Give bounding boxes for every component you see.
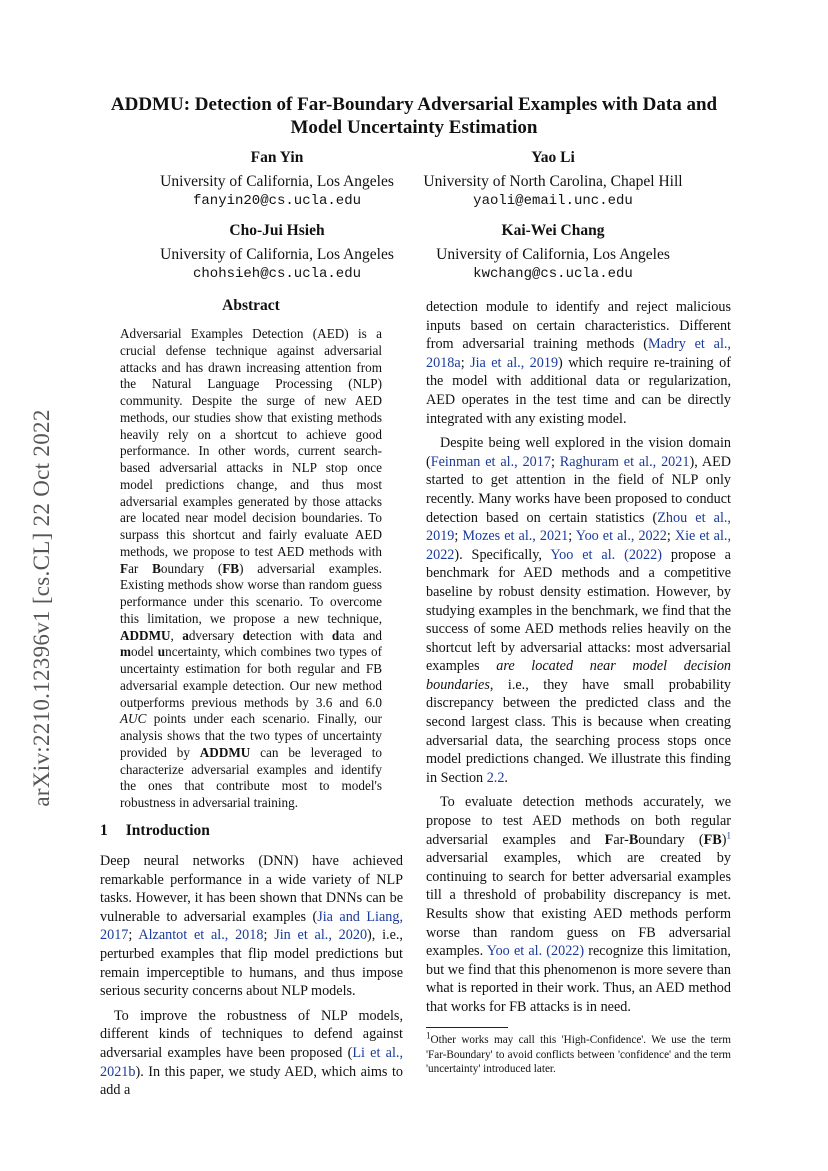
arxiv-stamp — [22, 368, 62, 848]
author-affiliation: University of North Carolina, Chapel Hill — [423, 173, 683, 190]
citation-link[interactable]: Jin et al., 2020 — [274, 927, 368, 944]
right-column-text — [426, 298, 731, 1017]
author-affiliation: University of California, Los Angeles — [160, 246, 394, 263]
section-title: Introduction — [125, 822, 210, 839]
footnote — [426, 1030, 731, 1077]
paragraph-continued: detection module to identify and reject malicious inputs based on certain characteristics. Different from adversarial training methods (Madry et al., 2018a; Jia et al., 2019) which require re-training of the model with additional data or regularization, AED operates in the test time and can be directly integrated with any existing model. — [426, 299, 731, 427]
abstract-heading: Abstract — [222, 297, 280, 314]
footnote-ref-link[interactable]: 1 — [726, 829, 731, 840]
author-block — [408, 148, 698, 211]
author-email[interactable]: chohsieh@cs.ucla.edu — [192, 266, 362, 282]
citation-link[interactable]: Jia et al., 2019 — [470, 354, 559, 371]
citation-link[interactable]: Yoo et al. (2022) — [550, 546, 662, 563]
citation-link[interactable]: Yoo et al. (2022) — [486, 943, 585, 960]
citation-link[interactable]: Yoo et al., 2022 — [575, 528, 667, 545]
author-email[interactable]: yaoli@email.unc.edu — [473, 193, 633, 209]
citation-link[interactable]: Li et al., 2021b — [100, 1044, 403, 1080]
author-name: Fan Yin — [250, 149, 304, 166]
section-number: 1 — [100, 822, 108, 839]
citation-link[interactable]: Zhou et al., 2019 — [426, 509, 731, 545]
citation-link[interactable]: Jia and Liang, 2017 — [100, 908, 403, 944]
section-heading — [100, 822, 210, 840]
author-affiliation: University of California, Los Angeles — [436, 246, 670, 263]
citation-link[interactable]: Mozes et al., 2021 — [462, 528, 569, 545]
author-name: Cho-Jui Hsieh — [229, 222, 325, 239]
citation-link[interactable]: Alzantot et al., 2018 — [138, 927, 264, 944]
citation-link[interactable]: Xie et al., 2022 — [426, 528, 731, 563]
author-email[interactable]: kwchang@cs.ucla.edu — [473, 266, 633, 282]
citation-link[interactable]: Feinman et al., 2017 — [430, 453, 551, 470]
paragraph: To improve the robustness of NLP models, different kinds of techniques to defend against adversarial examples have been proposed (Li et al., 2021b). In this paper, we study AED, which aims to add a — [100, 1007, 403, 1099]
footnote-mark: 1 — [426, 1030, 431, 1041]
citation-link[interactable]: Madry et al., 2018a — [426, 336, 731, 371]
author-name: Kai-Wei Chang — [501, 222, 605, 239]
paragraph: Deep neural networks (DNN) have achieved remarkable performance in a wide variety of NLP tasks. However, it has been shown that DNNs can be vulnerable to adversarial examples (Jia and Liang, 2017; Alzantot et al., 2018; Jin et al., 2020), i.e., perturbed examples that flip model predictions but remain imperceptible to humans, and thus impose serious security concerns about NLP models. — [100, 853, 403, 1000]
citation-link[interactable]: Raghuram et al., 2021 — [559, 453, 690, 470]
left-column-text — [100, 852, 403, 1100]
paragraph: To evaluate detection methods accurately, we propose to test AED methods on both regular adversarial examples and Far-Boundary (FB)$^1$ adversarial examples, which are created by continuing to search for better adversarial examples till a threshold of probability discrepancy is met. Results show that existing AED methods perform worse than random guess on FB adversarial examples. Yoo et al. (2022) recognize this limitation, but we find that this phenomenon is more severe than what is reported in their work. Thus, an AED method that works for FB attacks is in need. — [426, 794, 731, 1015]
author-name: Yao Li — [531, 149, 575, 166]
arxiv-stamp-text: arXiv:2210.12396v1 [cs.CL] 22 Oct 2022 — [29, 409, 54, 807]
footnote-rule — [426, 1027, 508, 1028]
paper-title: ADDMU: Detection of Far-Boundary Adversarial Examples with Data and Model Uncertainty Estimation — [110, 94, 718, 138]
abstract-body — [120, 326, 382, 812]
author-affiliation: University of California, Los Angeles — [160, 173, 394, 190]
author-block — [420, 221, 686, 284]
author-block — [148, 221, 406, 284]
abstract-paragraph: Adversarial Examples Detection (AED) is a crucial defense technique against adversarial attacks and has drawn increasing attention from the Natural Language Processing (NLP) community. Despite the surge of new AED methods, our studies show that existing methods heavily rely on a shortcut to achieve good performance. In other words, current search-based adversarial attacks in NLP stop once model predictions change, and thus most adversarial examples generated by those attacks are located near model decision boundaries. To surpass this shortcut and fairly evaluate AED methods, we propose to test AED methods with Far Boundary (FB) adversarial examples. Existing methods show worse than random guess performance under this scenario. To overcome this limitation, we propose a new technique, ADDMU, adversary detection with data and model uncertainty, which combines two types of uncertainty estimation for both regular and FB adversarial example detection. Our new method outperforms previous methods by 3.6 and 6.0 AUC points under each scenario. Finally, our analysis shows that the two types of uncertainty provided by ADDMU can be leveraged to characterize adversarial examples and identify the ones that contribute most to model's robustness in adversarial training. — [120, 326, 383, 810]
footnote-text: Other works may call this 'High-Confidence'. We use the term 'Far-Boundary' to avoid conflicts between 'confidence' and the term 'uncertainty' introduced later. — [426, 1034, 731, 1076]
section-ref-link[interactable]: 2.2 — [486, 769, 505, 786]
paragraph: Despite being well explored in the vision domain (Feinman et al., 2017; Raghuram et al., 2021), AED started to get attention in the field of NLP only recently. Many works have been proposed to conduct detection based on certain statistics (Zhou et al., 2019; Mozes et al., 2021; Yoo et al., 2022; Xie et al., 2022). Specifically, Yoo et al. (2022) propose a benchmark for AED methods and a competitive baseline by robust density estimation. However, by studying examples in the benchmark, we find that the success of some AED methods relies heavily on the shortcut left by adversarial attacks: most adversarial examples are located near model decision boundaries, i.e., they have small probability discrepancy between the predicted class and the second largest class. This is because when creating adversarial data, the searching process stops once model predictions changed. We illustrate this finding in Section 2.2. — [426, 435, 732, 786]
author-block — [148, 148, 406, 211]
author-email[interactable]: fanyin20@cs.ucla.edu — [192, 193, 362, 209]
